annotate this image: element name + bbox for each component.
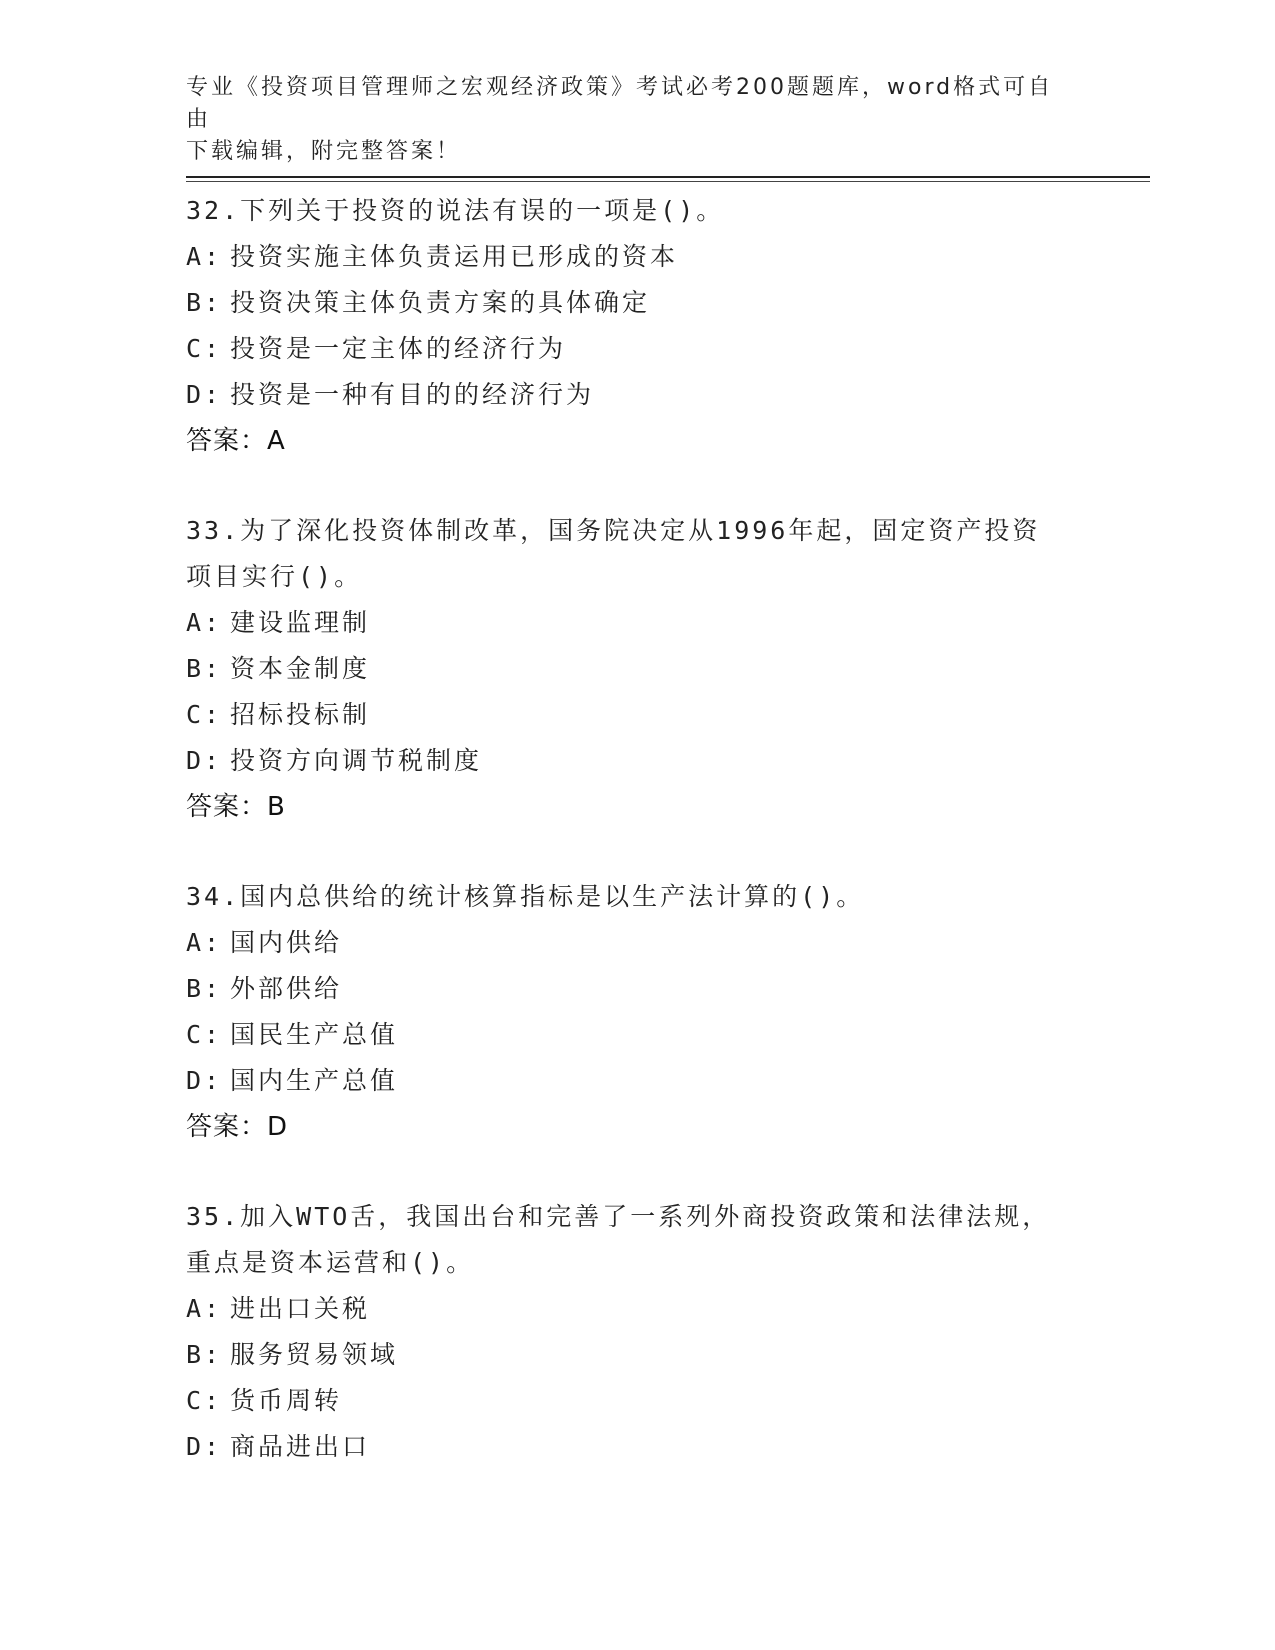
question-stem-line-2: 项目实行()。	[186, 562, 363, 591]
option-b	[186, 966, 1086, 1012]
header-divider-thick	[186, 176, 1150, 178]
question-34	[186, 874, 1086, 1150]
option-text: 国内供给	[230, 928, 343, 957]
option-label: A:	[186, 1294, 223, 1323]
option-text: 商品进出口	[230, 1432, 371, 1461]
option-label: B:	[186, 654, 223, 683]
option-d	[186, 372, 1086, 418]
option-c	[186, 1012, 1086, 1058]
answer-line: 答案：D	[186, 1112, 289, 1142]
option-b	[186, 1332, 1086, 1378]
option-label: C:	[186, 334, 223, 363]
option-c	[186, 692, 1086, 738]
option-text: 外部供给	[230, 974, 343, 1003]
option-text: 投资决策主体负责方案的具体确定	[230, 288, 651, 317]
option-text: 资本金制度	[230, 654, 371, 683]
option-text: 投资是一种有目的的经济行为	[230, 380, 595, 409]
option-text: 国民生产总值	[230, 1020, 399, 1049]
option-label: B:	[186, 974, 223, 1003]
answer-line: 答案：A	[186, 426, 286, 456]
option-label: B:	[186, 1340, 223, 1369]
option-label: C:	[186, 700, 223, 729]
option-text: 服务贸易领域	[230, 1340, 399, 1369]
question-stem-line-2: 重点是资本运营和()。	[186, 1248, 475, 1277]
option-b	[186, 646, 1086, 692]
question-stem: 32.下列关于投资的说法有误的一项是()。	[186, 196, 725, 225]
question-35	[186, 1194, 1086, 1470]
option-text: 投资方向调节税制度	[230, 746, 483, 775]
answer-line: 答案：B	[186, 792, 286, 822]
option-label: C:	[186, 1386, 223, 1415]
question-list	[186, 188, 1086, 1470]
question-stem-line-1: 35.加入WTO舌，我国出台和完善了一系列外商投资政策和法律法规，	[186, 1202, 1051, 1231]
option-label: D:	[186, 1066, 223, 1095]
option-label: A:	[186, 242, 223, 271]
option-label: D:	[186, 380, 223, 409]
option-text: 国内生产总值	[230, 1066, 399, 1095]
document-header	[186, 72, 1066, 168]
option-d	[186, 738, 1086, 784]
option-a	[186, 1286, 1086, 1332]
option-label: D:	[186, 746, 223, 775]
option-text: 投资是一定主体的经济行为	[230, 334, 567, 363]
option-c	[186, 326, 1086, 372]
question-stem: 34.国内总供给的统计核算指标是以生产法计算的()。	[186, 882, 865, 911]
option-label: C:	[186, 1020, 223, 1049]
option-text: 货币周转	[230, 1386, 343, 1415]
question-stem-line-1: 33.为了深化投资体制改革，国务院决定从1996年起，固定资产投资	[186, 516, 1041, 545]
question-33	[186, 508, 1086, 830]
option-label: D:	[186, 1432, 223, 1461]
option-c	[186, 1378, 1086, 1424]
option-a	[186, 920, 1086, 966]
option-d	[186, 1424, 1086, 1470]
header-divider-thin	[186, 181, 1150, 182]
option-label: B:	[186, 288, 223, 317]
option-text: 投资实施主体负责运用已形成的资本	[230, 242, 679, 271]
header-line-2: 下载编辑，附完整答案！	[186, 139, 462, 164]
option-text: 进出口关税	[230, 1294, 371, 1323]
option-label: A:	[186, 928, 223, 957]
option-label: A:	[186, 608, 223, 637]
header-line-1: 专业《投资项目管理师之宏观经济政策》考试必考200题题库，word格式可自由	[186, 75, 1054, 132]
question-32	[186, 188, 1086, 464]
option-text: 建设监理制	[230, 608, 371, 637]
option-a	[186, 600, 1086, 646]
option-b	[186, 280, 1086, 326]
option-d	[186, 1058, 1086, 1104]
option-text: 招标投标制	[230, 700, 371, 729]
option-a	[186, 234, 1086, 280]
